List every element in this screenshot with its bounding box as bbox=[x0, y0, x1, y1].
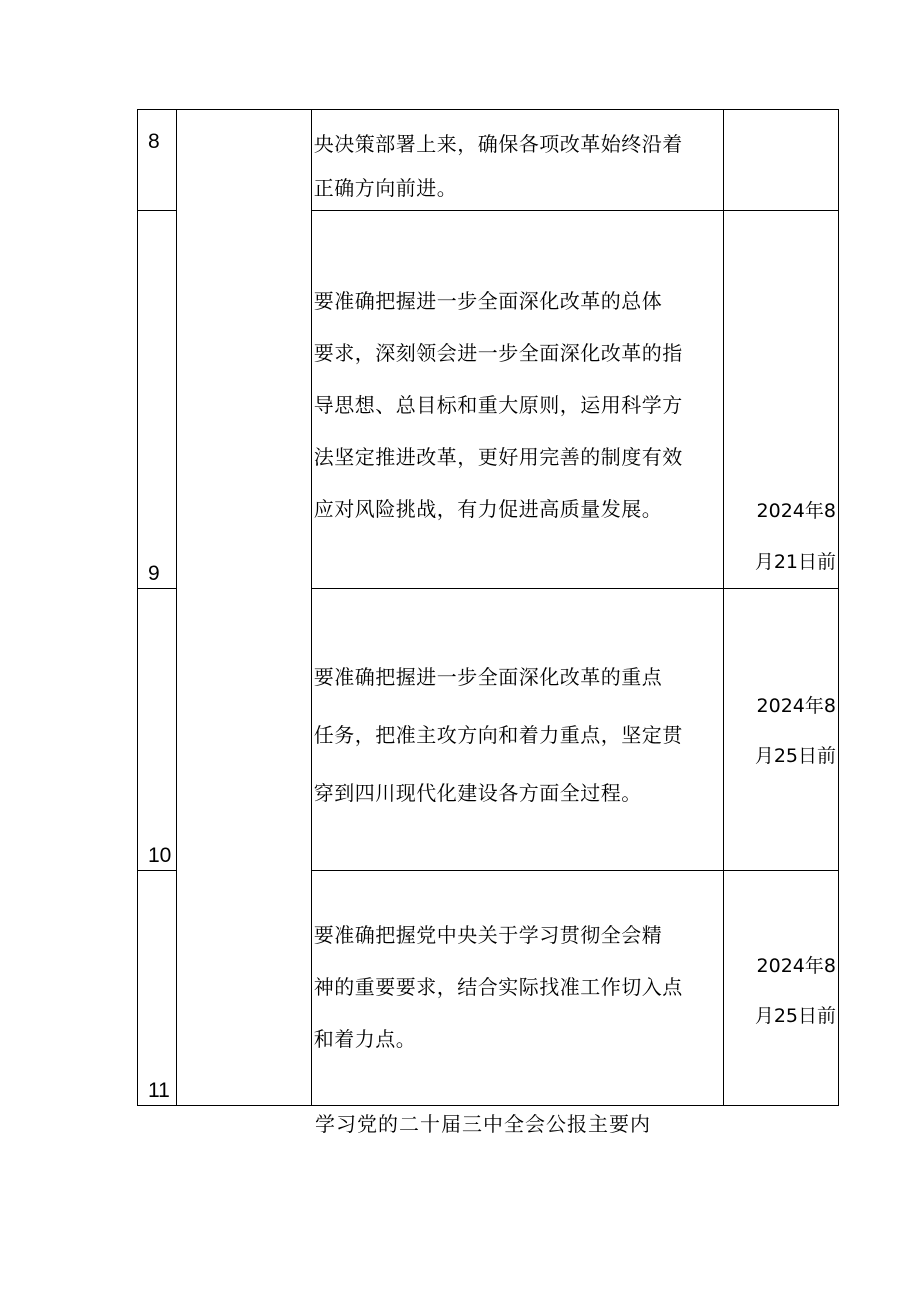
row-number: 10 bbox=[148, 844, 172, 867]
deadline-cell bbox=[724, 110, 839, 211]
content-cell bbox=[311, 110, 724, 211]
section-heading: 学习党的二十届三中全会公报主要内 bbox=[315, 1112, 651, 1136]
deadline-cell bbox=[724, 871, 839, 1106]
deadline-cell bbox=[724, 211, 839, 589]
content-cell bbox=[311, 589, 724, 871]
task-content: 要准确把握进一步全面深化改革的重点 任务，把准主攻方向和着力重点，坚定贯 穿到四川现代化建设各方面全过程。 bbox=[313, 665, 683, 805]
task-content: 要准确把握进一步全面深化改革的总体 要求，深刻领会进一步全面深化改革的指 导思想、总目标和重大原则，运用科学方 法坚定推进改革，更好用完善的制度有效 应对风险挑战，有力促进高质量发展。 bbox=[313, 289, 683, 521]
row-number-cell bbox=[138, 871, 177, 1106]
content-cell bbox=[311, 211, 724, 589]
row-number-cell bbox=[138, 589, 177, 871]
row-number-cell bbox=[138, 211, 177, 589]
row-number-cell bbox=[138, 110, 177, 211]
row-number: 8 bbox=[148, 130, 160, 153]
task-content: 央决策部署上来，确保各项改革始终沿着 正确方向前进。 bbox=[313, 132, 683, 200]
deadline-text: 2024年8 月25日前 bbox=[754, 695, 836, 767]
deadline-text: 2024年8 月21日前 bbox=[754, 500, 836, 573]
study-plan-table bbox=[137, 109, 839, 1106]
content-cell bbox=[311, 871, 724, 1106]
row-number: 11 bbox=[148, 1079, 170, 1102]
task-content: 要准确把握党中央关于学习贯彻全会精 神的重要要求，结合实际找准工作切入点 和着力点。 bbox=[313, 923, 683, 1051]
deadline-cell bbox=[724, 589, 839, 871]
merged-blank-cell bbox=[177, 110, 312, 1106]
table-row bbox=[138, 110, 839, 211]
row-number: 9 bbox=[148, 562, 160, 585]
deadline-text: 2024年8 月25日前 bbox=[754, 955, 836, 1027]
